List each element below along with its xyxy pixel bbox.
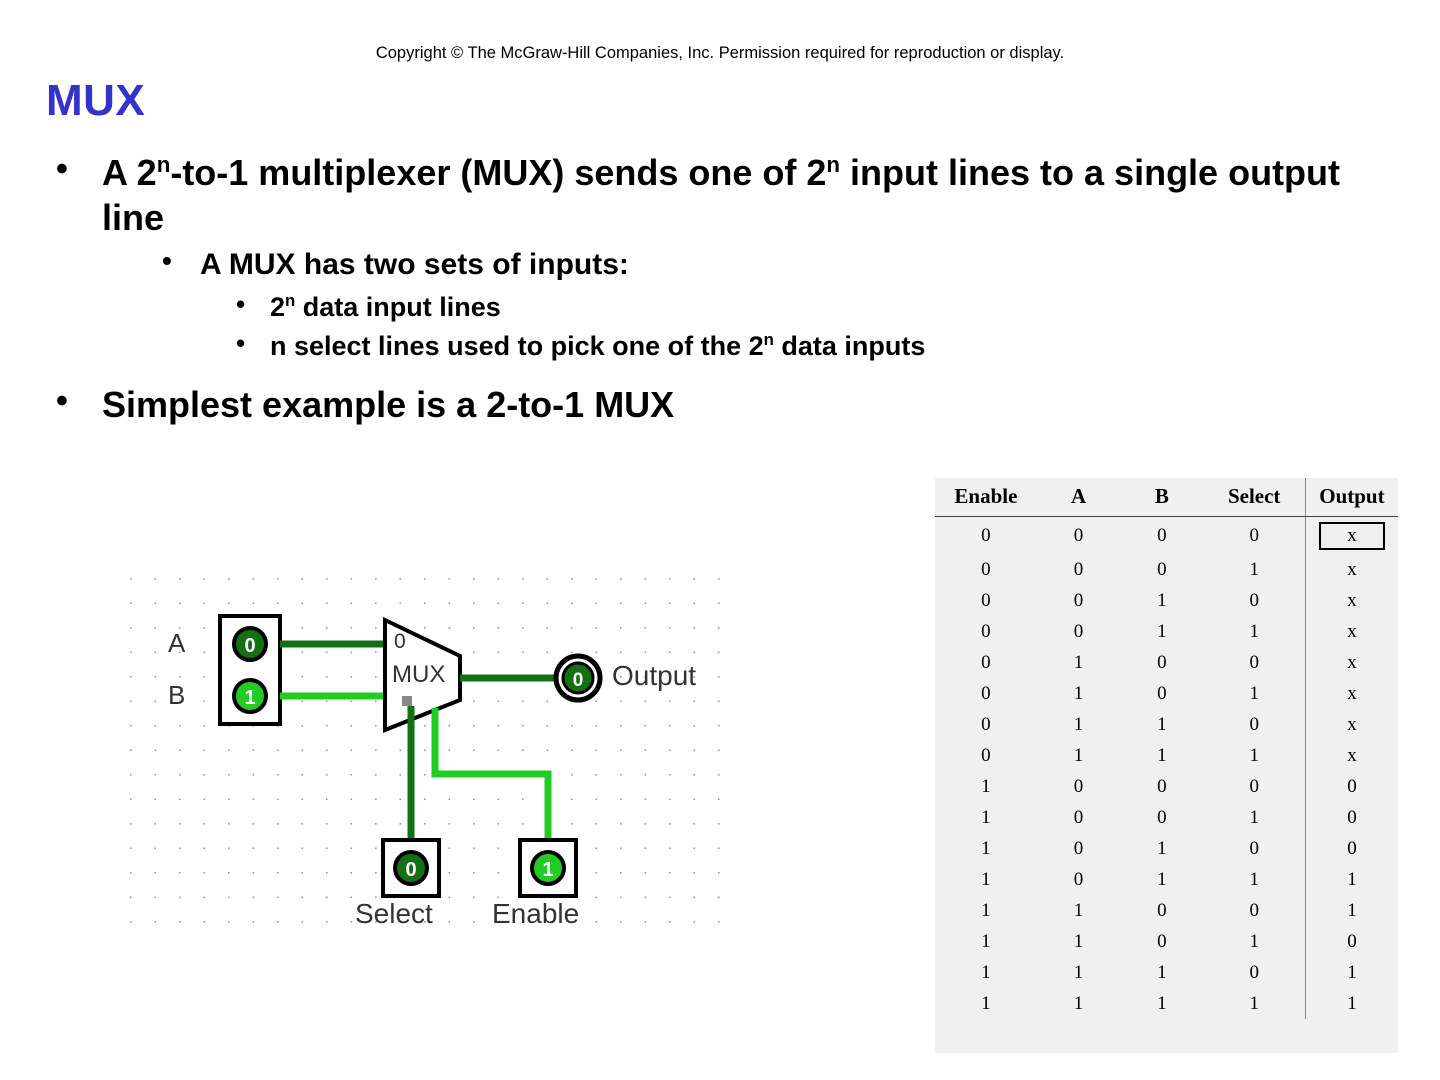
cell-select: 0 <box>1249 837 1259 859</box>
cell-output: 0 <box>1305 802 1398 833</box>
svg-text:1: 1 <box>244 687 256 709</box>
circuit-label-output: Output <box>612 660 697 691</box>
cell-a: 1 <box>1073 682 1084 704</box>
circuit-label-select: Select <box>355 898 433 929</box>
bullet-level3-select-lines <box>40 329 1380 364</box>
cell-select: 1 <box>1249 620 1259 642</box>
cell-enable: 0 <box>981 524 991 546</box>
bullet-text: A 2 <box>102 152 157 193</box>
bullet-text-post: data input lines <box>295 291 501 322</box>
cell-output: x <box>1305 740 1398 771</box>
cell-output: 0 <box>1305 926 1398 957</box>
cell-a: 1 <box>1073 744 1084 766</box>
svg-text:0: 0 <box>394 630 406 653</box>
cell-select: 0 <box>1249 651 1259 673</box>
cell-a: 1 <box>1073 899 1084 921</box>
cell-enable: 1 <box>981 775 991 797</box>
cell-select: 1 <box>1249 682 1259 704</box>
cell-enable: 0 <box>981 589 991 611</box>
superscript-n: n <box>285 290 296 310</box>
cell-output: 1 <box>1305 864 1398 895</box>
bullet-text: 2 <box>270 291 286 322</box>
cell-output: x <box>1305 647 1398 678</box>
cell-a: 0 <box>1073 524 1084 546</box>
table-row <box>935 802 1398 833</box>
cell-output: 1 <box>1305 988 1398 1019</box>
table-row <box>935 771 1398 802</box>
table-row <box>935 616 1398 647</box>
cell-b: 1 <box>1157 713 1167 735</box>
cell-select: 1 <box>1249 806 1259 828</box>
svg-text:MUX: MUX <box>392 661 446 688</box>
cell-b: 0 <box>1157 806 1167 828</box>
bullet-text-mid: -to-1 multiplexer (MUX) sends one of 2 <box>170 152 827 193</box>
cell-enable: 0 <box>981 744 991 766</box>
cell-select: 0 <box>1249 961 1259 983</box>
cell-a: 0 <box>1073 589 1084 611</box>
table-row <box>935 740 1398 771</box>
cell-enable: 0 <box>981 651 991 673</box>
svg-text:0: 0 <box>244 635 256 657</box>
table-row <box>935 833 1398 864</box>
superscript-n: n <box>826 152 841 177</box>
cell-output: x <box>1305 678 1398 709</box>
bullet-dot-icon: • <box>236 327 246 358</box>
cell-enable: 0 <box>981 682 991 704</box>
cell-select: 0 <box>1249 524 1259 546</box>
cell-b: 0 <box>1157 930 1167 952</box>
mux-circuit-diagram <box>130 578 722 928</box>
circuit-label-a: A <box>168 628 186 658</box>
table-header-output: Output <box>1305 478 1398 517</box>
cell-enable: 1 <box>981 930 991 952</box>
cell-output: 0 <box>1305 833 1398 864</box>
cell-b: 1 <box>1157 589 1167 611</box>
cell-a: 1 <box>1073 651 1084 673</box>
cell-output-highlighted <box>1305 517 1398 554</box>
cell-a: 0 <box>1073 837 1084 859</box>
table-row <box>935 585 1398 616</box>
cell-a: 0 <box>1073 620 1084 642</box>
cell-select: 1 <box>1249 868 1259 890</box>
cell-a: 0 <box>1073 806 1084 828</box>
cell-b: 0 <box>1157 524 1167 546</box>
cell-select: 1 <box>1249 558 1259 580</box>
table-row <box>935 554 1398 585</box>
cell-output: x <box>1305 616 1398 647</box>
cell-a: 1 <box>1073 961 1084 983</box>
cell-b: 0 <box>1157 775 1167 797</box>
table-header-row <box>935 478 1398 517</box>
cell-a: 1 <box>1073 992 1084 1014</box>
cell-b: 1 <box>1157 744 1167 766</box>
cell-output: 0 <box>1305 771 1398 802</box>
cell-select: 0 <box>1249 589 1259 611</box>
bullet-dot-icon: • <box>56 150 68 188</box>
table-header-b: B <box>1120 478 1203 517</box>
bullet-text: Simplest example is a 2-to-1 MUX <box>102 383 675 425</box>
bullet-dot-icon: • <box>56 381 68 420</box>
table-row <box>935 678 1398 709</box>
cell-enable: 1 <box>981 992 991 1014</box>
cell-enable: 0 <box>981 558 991 580</box>
svg-text:0: 0 <box>572 670 584 691</box>
cell-select: 0 <box>1249 899 1259 921</box>
cell-b: 1 <box>1157 868 1167 890</box>
circuit-label-enable: Enable <box>492 898 580 929</box>
superscript-n: n <box>156 152 171 177</box>
spacer <box>40 368 1380 382</box>
cell-a: 1 <box>1073 713 1084 735</box>
cell-enable: 1 <box>981 961 991 983</box>
svg-text:0: 0 <box>405 859 417 881</box>
cell-enable: 1 <box>981 806 991 828</box>
cell-a: 0 <box>1073 558 1084 580</box>
cell-b: 1 <box>1157 961 1167 983</box>
table-header-enable: Enable <box>935 478 1037 517</box>
bullet-text: n select lines used to pick one of the 2 <box>270 330 764 361</box>
cell-a: 1 <box>1073 930 1084 952</box>
cell-a: 0 <box>1073 868 1084 890</box>
table-header-a: A <box>1037 478 1120 517</box>
cell-b: 1 <box>1157 992 1167 1014</box>
superscript-n: n <box>763 329 774 349</box>
table-row <box>935 864 1398 895</box>
cell-select: 0 <box>1249 775 1259 797</box>
cell-enable: 0 <box>981 620 991 642</box>
cell-select: 1 <box>1249 744 1259 766</box>
cell-select: 1 <box>1249 930 1259 952</box>
cell-output-value: x <box>1319 522 1385 550</box>
table-header-select: Select <box>1204 478 1306 517</box>
cell-output: x <box>1305 709 1398 740</box>
table-row <box>935 647 1398 678</box>
bullet-text-post: data inputs <box>773 330 926 361</box>
bullet-level2-two-sets <box>40 246 1380 284</box>
cell-output: x <box>1305 554 1398 585</box>
cell-a: 0 <box>1073 775 1084 797</box>
cell-b: 0 <box>1157 558 1167 580</box>
bullet-text-post: input lines to a single output line <box>102 152 1341 238</box>
cell-b: 1 <box>1157 620 1167 642</box>
cell-output: x <box>1305 585 1398 616</box>
table-row <box>935 988 1398 1019</box>
bullet-list <box>40 150 1380 433</box>
table-row <box>935 926 1398 957</box>
table-row <box>935 895 1398 926</box>
cell-b: 0 <box>1157 651 1167 673</box>
bullet-level1-multiplexer <box>40 150 1380 240</box>
cell-select: 1 <box>1249 992 1259 1014</box>
circuit-label-b: B <box>168 680 186 710</box>
cell-b: 0 <box>1157 899 1167 921</box>
cell-select: 0 <box>1249 713 1259 735</box>
cell-enable: 0 <box>981 713 991 735</box>
svg-text:1: 1 <box>542 859 554 881</box>
cell-enable: 1 <box>981 899 991 921</box>
table-row <box>935 957 1398 988</box>
copyright-notice: Copyright © The McGraw-Hill Companies, Inc. Permission required for reproduction or display. <box>375 44 1065 62</box>
cell-b: 0 <box>1157 682 1167 704</box>
truth-table <box>935 478 1398 1053</box>
bullet-level1-simplest-example <box>40 382 1380 427</box>
truth-table-grid <box>935 478 1398 1019</box>
cell-output: 1 <box>1305 895 1398 926</box>
cell-b: 1 <box>1157 837 1167 859</box>
bullet-level3-data-inputs <box>40 290 1380 325</box>
cell-enable: 1 <box>981 868 991 890</box>
bullet-dot-icon: • <box>236 288 246 319</box>
table-row <box>935 517 1398 554</box>
table-row <box>935 709 1398 740</box>
page-title: MUX <box>46 76 146 125</box>
bullet-text: A MUX has two sets of inputs: <box>200 248 629 281</box>
bullet-dot-icon: • <box>162 245 172 276</box>
cell-enable: 1 <box>981 837 991 859</box>
cell-output: 1 <box>1305 957 1398 988</box>
